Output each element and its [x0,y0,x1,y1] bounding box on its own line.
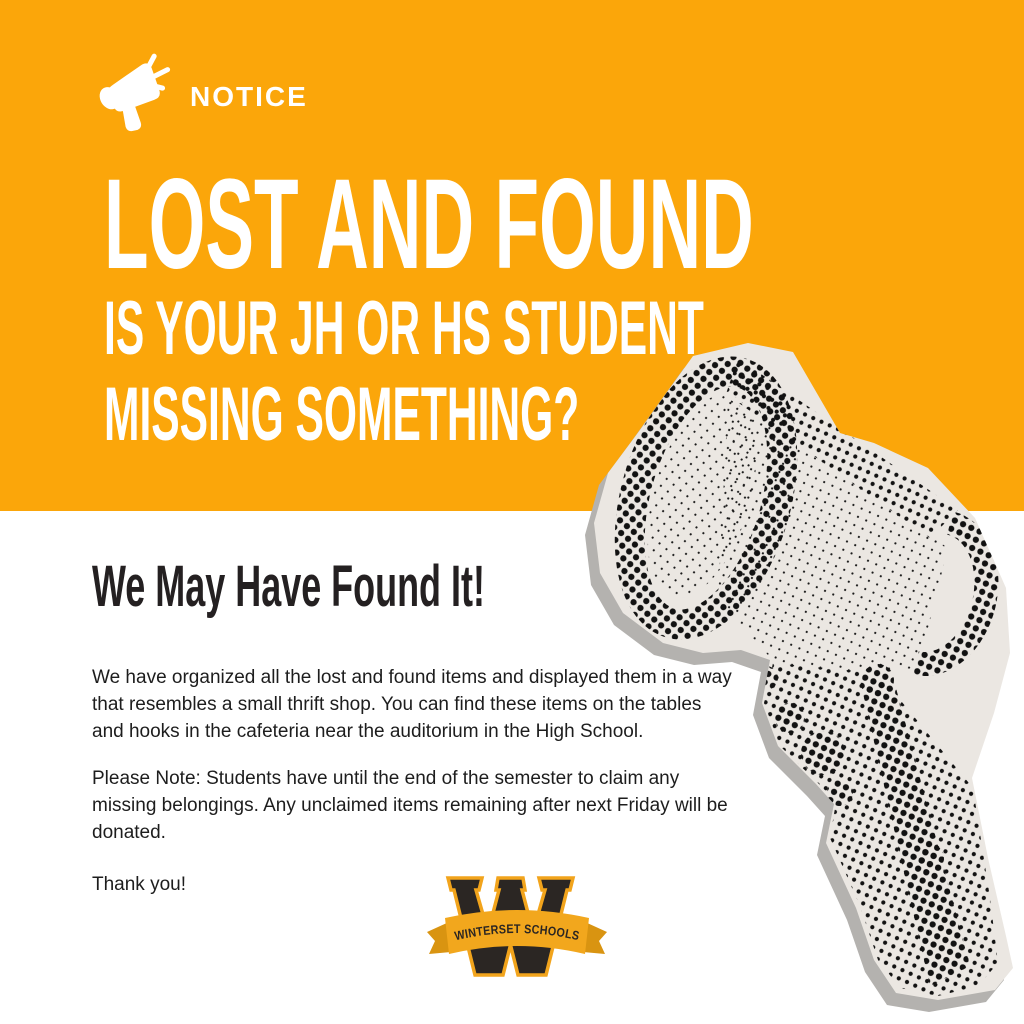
winterset-schools-logo [415,860,639,994]
paragraph-1 [92,664,792,745]
paragraph-1-line: that resembles a small thrift shop. You can find these items on the tables [92,694,702,715]
notice-label: NOTICE [190,81,308,112]
notice-badge [92,52,308,136]
paragraph-2-line: Please Note: Students have until the end of the semester to claim any [92,768,680,789]
headline: LOST AND FOUND [104,153,754,296]
megaphone-icon [92,52,176,136]
paragraph-2-line: missing belongings. Any unclaimed items remaining after next Friday will be [92,795,728,816]
paragraph-2-line: donated. [92,822,166,843]
logo-banner-text: WINTERSET SCHOOLS [453,921,582,944]
subheadline [104,286,704,458]
subheadline-line-2: MISSING SOMETHING? [104,372,580,457]
closing-line: Thank you! [92,874,186,895]
paragraph-2 [92,765,792,846]
subheadline-line-1: IS YOUR JH OR HS STUDENT [104,286,704,371]
paragraph-1-line: and hooks in the cafeteria near the auditorium in the High School. [92,721,644,742]
section-heading: We May Have Found It! [92,554,485,619]
paragraph-1-line: We have organized all the lost and found items and displayed them in a way [92,667,732,688]
